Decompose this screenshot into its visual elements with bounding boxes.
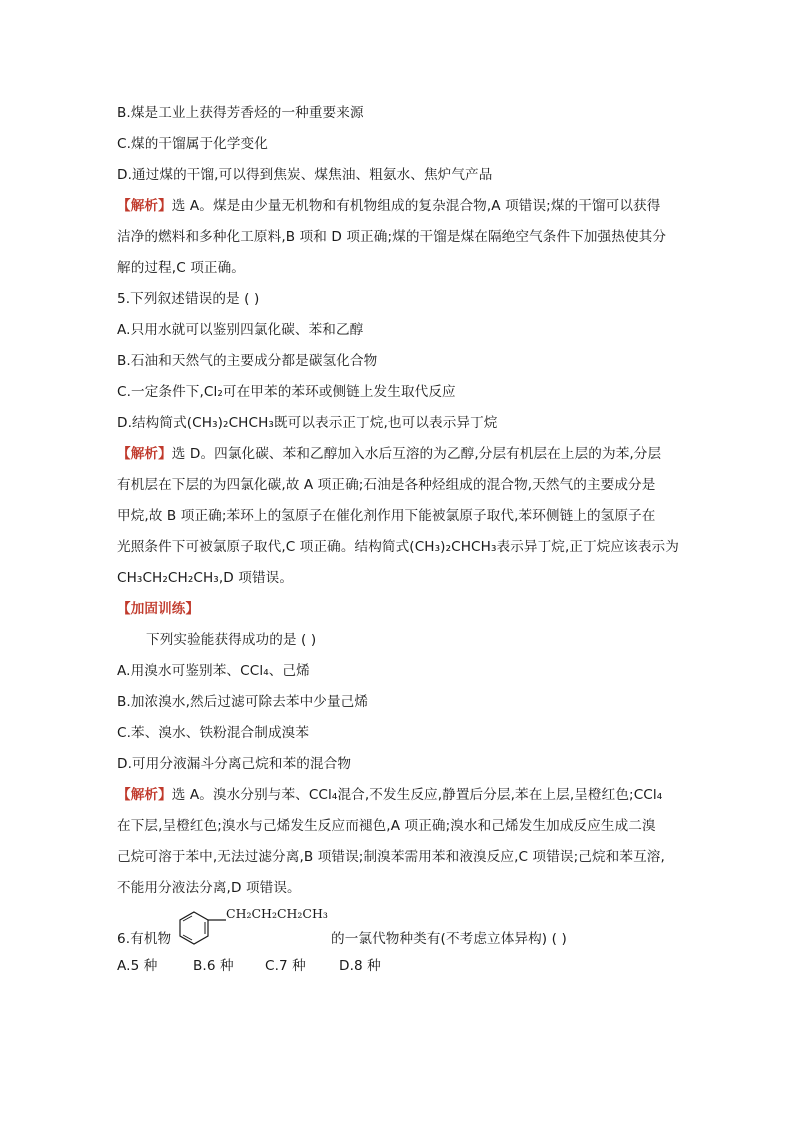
analysis-text: 选 D。四氯化碳、苯和乙醇加入水后互溶的为乙醇,分层有机层在上层的为苯,分层 (171, 446, 662, 462)
analysis-text-line: 不能用分液法分离,D 项错误。 (117, 880, 301, 896)
choice-c: C.7 种 (265, 958, 306, 974)
reinforce-tag: 【加固训练】 (117, 601, 200, 617)
choice-d: D.8 种 (339, 958, 381, 974)
analysis-line (117, 786, 662, 804)
reinforce-option-d: D.可用分液漏斗分离己烷和苯的混合物 (117, 756, 352, 772)
option-d-coal: D.通过煤的干馏,可以得到焦炭、煤焦油、粗氨水、焦炉气产品 (117, 167, 493, 183)
question-6-choices (117, 957, 381, 975)
question-5-stem: 5.下列叙述错误的是 ( ) (117, 291, 260, 307)
question-5-option-b: B.石油和天然气的主要成分都是碳氢化合物 (117, 353, 378, 369)
analysis-text-line: CH₃CH₂CH₂CH₃,D 项错误。 (117, 570, 294, 586)
reinforce-heading (117, 600, 199, 618)
reinforce-question-stem: 下列实验能获得成功的是 ( ) (146, 632, 317, 648)
question-6-prefix: 6.有机物 (117, 931, 172, 947)
reinforce-option-c: C.苯、溴水、铁粉混合制成溴苯 (117, 725, 310, 741)
question-6-stem: 的一氯代物种类有(不考虑立体异构) ( ) (331, 931, 567, 947)
choice-a: A.5 种 (117, 958, 158, 974)
analysis-text-line: 洁净的燃料和多种化工原料,B 项和 D 项正确;煤的干馏是煤在隔绝空气条件下加强热使其分 (117, 229, 667, 245)
analysis-text-line: 甲烷,故 B 项正确;苯环上的氢原子在催化剂作用下能被氯原子取代,苯环侧链上的氢原子在 (117, 508, 656, 524)
analysis-tag: 【解析】 (117, 446, 172, 462)
analysis-text-line: 解的过程,C 项正确。 (117, 260, 245, 276)
reinforce-option-b: B.加浓溴水,然后过滤可除去苯中少量己烯 (117, 694, 369, 710)
reinforce-option-a: A.用溴水可鉴别苯、CCl₄、己烯 (117, 663, 310, 679)
option-b-coal: B.煤是工业上获得芳香烃的一种重要来源 (117, 105, 364, 121)
question-5-option-c: C.一定条件下,Cl₂可在甲苯的苯环或侧链上发生取代反应 (117, 384, 456, 400)
question-5-option-d: D.结构简式(CH₃)₂CHCH₃既可以表示正丁烷,也可以表示异丁烷 (117, 415, 498, 431)
analysis-text-line: 在下层,呈橙红色;溴水与己烯发生反应而褪色,A 项正确;溴水和己烯发生加成反应生成二溴 (117, 818, 656, 834)
option-c-coal: C.煤的干馏属于化学变化 (117, 136, 268, 152)
analysis-tag: 【解析】 (117, 198, 172, 214)
choice-b: B.6 种 (193, 958, 234, 974)
analysis-text-line: 己烷可溶于苯中,无法过滤分离,B 项错误;制溴苯需用苯和液溴反应,C 项错误;己烷和苯互溶, (117, 849, 665, 865)
analysis-line (117, 445, 661, 463)
analysis-text: 选 A。煤是由少量无机物和有机物组成的复杂混合物,A 项错误;煤的干馏可以获得 (171, 198, 661, 214)
analysis-text: 选 A。溴水分别与苯、CCl₄混合,不发生反应,静置后分层,苯在上层,呈橙红色;CCl₄ (171, 787, 663, 803)
molecule-substituent: CH₂CH₂CH₂CH₃ (226, 906, 328, 921)
analysis-text-line: 光照条件下可被氯原子取代,C 项正确。结构简式(CH₃)₂CHCH₃表示异丁烷,正丁烷应该表示为 (117, 539, 679, 555)
analysis-tag: 【解析】 (117, 787, 172, 803)
analysis-text-line: 有机层在下层的为四氯化碳,故 A 项正确;石油是各种烃组成的混合物,天然气的主要成分是 (117, 477, 656, 493)
question-5-option-a: A.只用水就可以鉴别四氯化碳、苯和乙醇 (117, 322, 364, 338)
analysis-line (117, 197, 660, 215)
